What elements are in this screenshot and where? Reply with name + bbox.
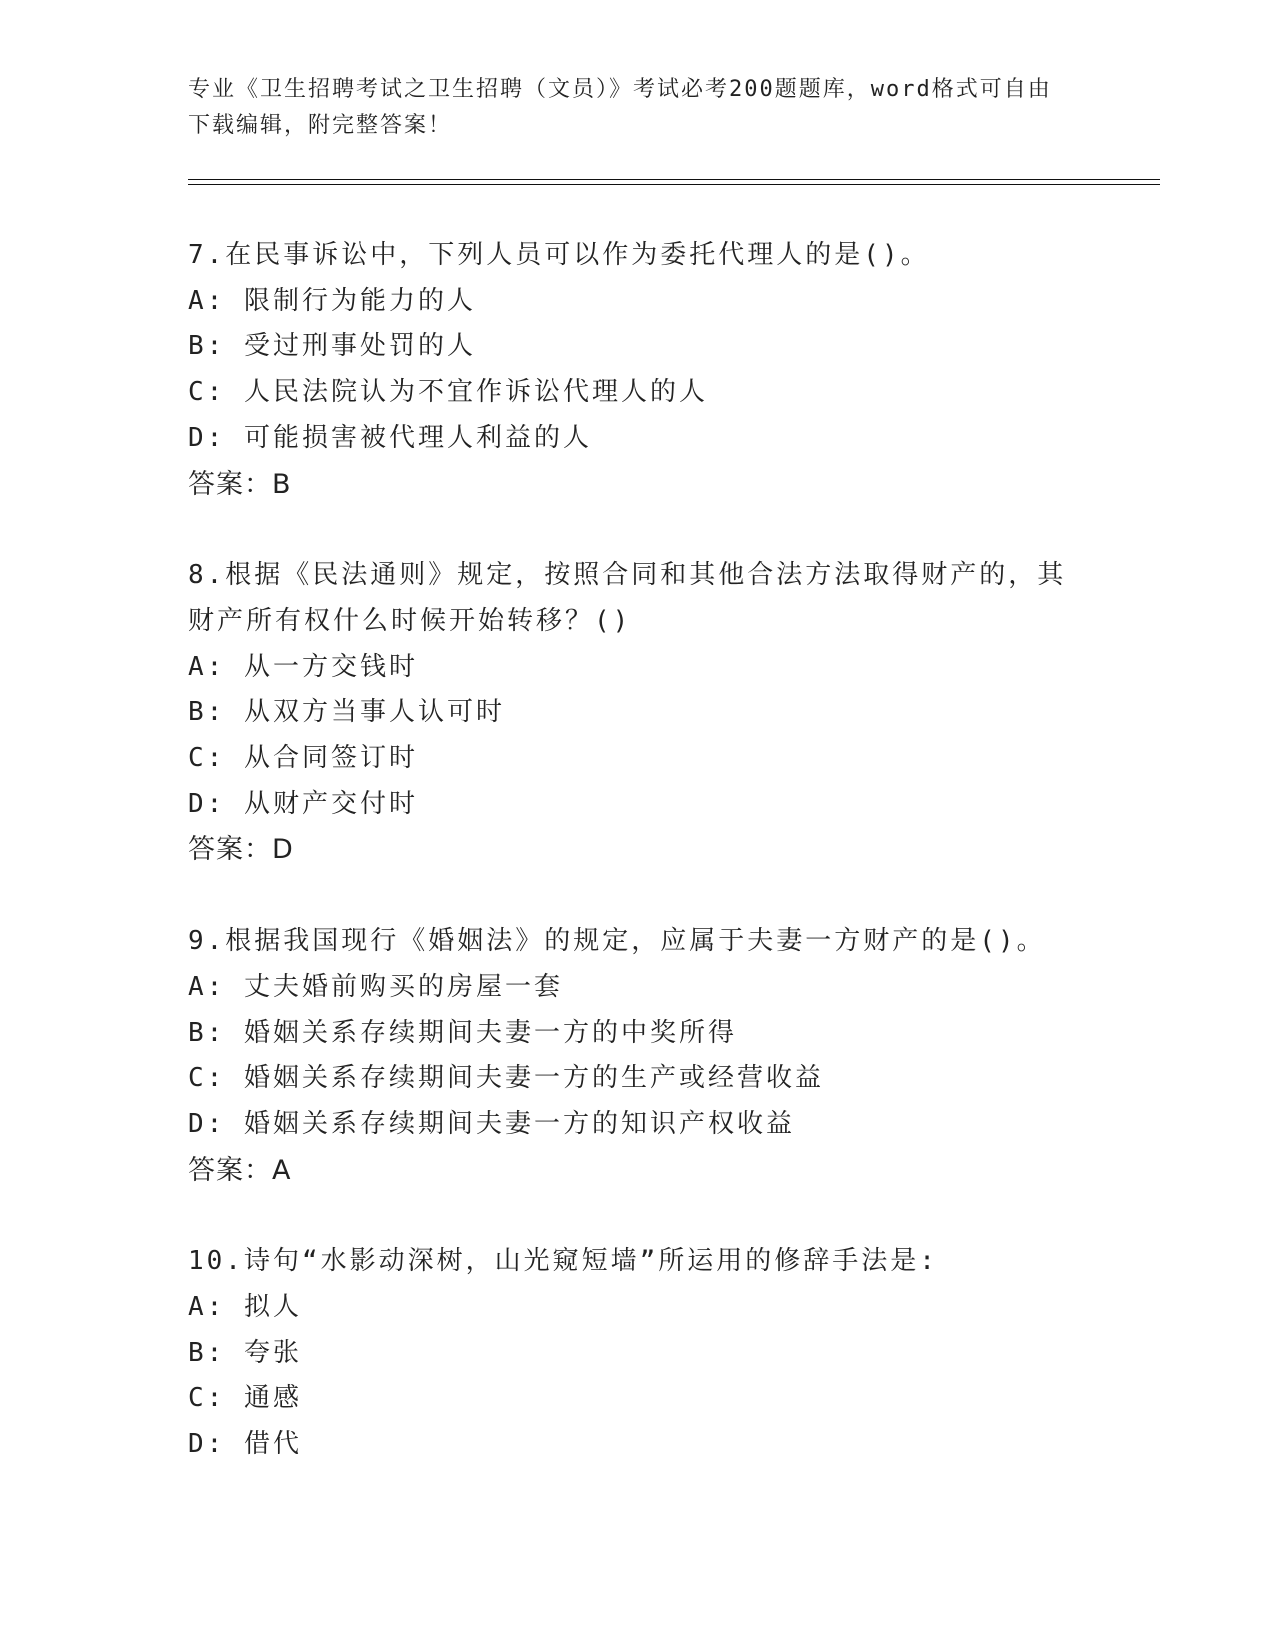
question-9 [188, 919, 1088, 1193]
header-divider-bottom [188, 184, 1160, 185]
question-10 [188, 1239, 1088, 1468]
option-a: A: 丈夫婚前购买的房屋一套 [188, 971, 563, 1002]
option-b: B: 受过刑事处罚的人 [188, 331, 476, 362]
option-d: D: 从财产交付时 [188, 788, 418, 819]
option-c: C: 从合同签订时 [188, 743, 418, 774]
question-stem: 10.诗句“水影动深树，山光窥短墙”所运用的修辞手法是: [188, 1246, 938, 1277]
question-stem: 7.在民事诉讼中，下列人员可以作为委托代理人的是()。 [188, 240, 930, 270]
option-a: A: 从一方交钱时 [188, 651, 418, 682]
option-a: A: 拟人 [188, 1292, 302, 1323]
answer-line: 答案：D [188, 834, 294, 866]
question-7 [188, 233, 1088, 507]
option-c: C: 通感 [188, 1383, 302, 1414]
question-stem: 8.根据《民法通则》规定，按照合同和其他合法方法取得财产的，其财产所有权什么时候开始转移？() [188, 560, 1067, 636]
option-d: D: 可能损害被代理人利益的人 [188, 422, 592, 453]
answer-line: 答案：B [188, 468, 292, 500]
option-b: B: 夸张 [188, 1337, 302, 1368]
answer-line: 答案：A [188, 1154, 292, 1186]
option-b: B: 婚姻关系存续期间夫妻一方的中奖所得 [188, 1017, 737, 1048]
question-8 [188, 553, 1088, 873]
option-b: B: 从双方当事人认可时 [188, 697, 505, 728]
option-d: D: 借代 [188, 1429, 302, 1460]
question-stem: 9.根据我国现行《婚姻法》的规定，应属于夫妻一方财产的是()。 [188, 926, 1046, 957]
header-divider-top [188, 179, 1160, 180]
question-list [188, 233, 1088, 1514]
option-a: A: 限制行为能力的人 [188, 285, 476, 316]
document-header: 专业《卫生招聘考试之卫生招聘（文员）》考试必考200题题库，word格式可自由下载编辑，附完整答案！ [188, 77, 1052, 138]
option-c: C: 人民法院认为不宜作诉讼代理人的人 [188, 377, 708, 408]
option-c: C: 婚姻关系存续期间夫妻一方的生产或经营收益 [188, 1063, 824, 1094]
option-d: D: 婚姻关系存续期间夫妻一方的知识产权收益 [188, 1108, 795, 1139]
